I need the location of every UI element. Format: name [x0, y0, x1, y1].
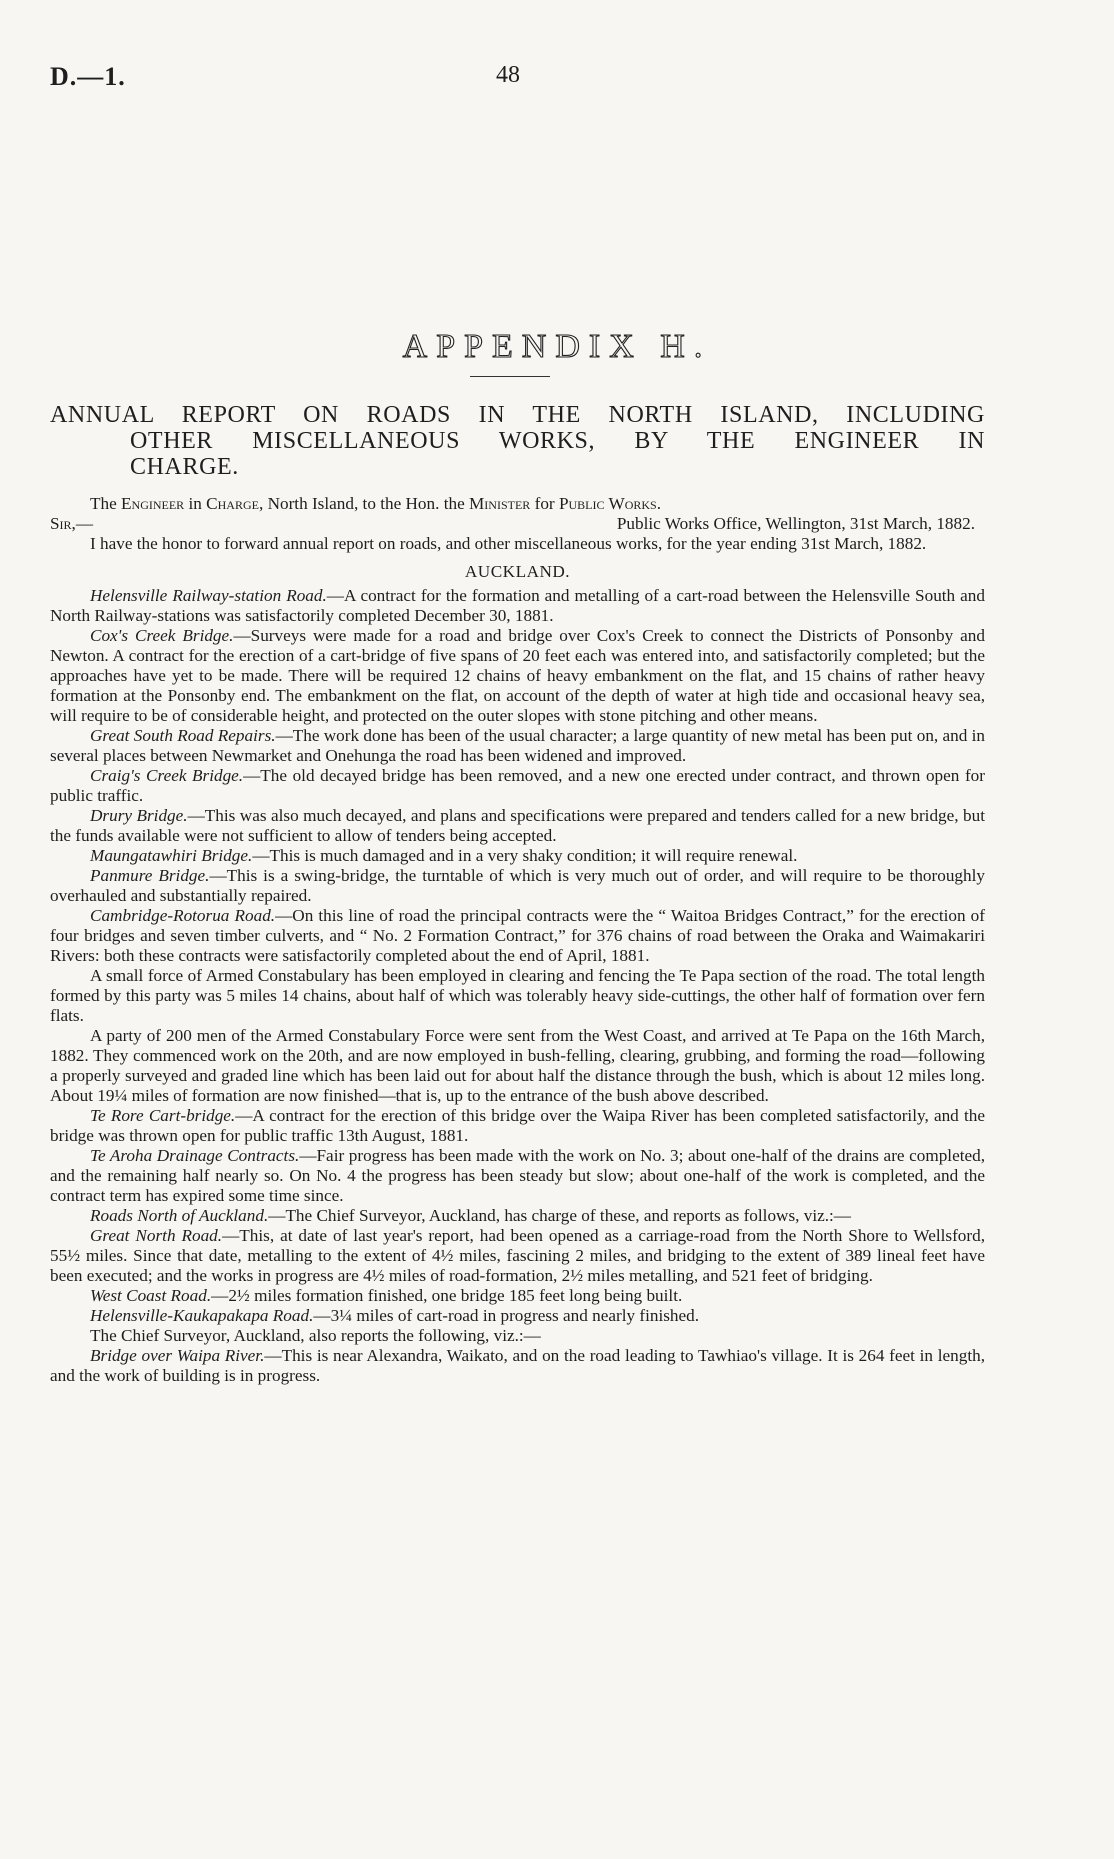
report-title-line-2: OTHER MISCELLANEOUS WORKS, BY THE ENGINEER IN — [130, 428, 985, 454]
paragraph-list — [50, 586, 985, 1386]
paragraph-text: A party of 200 men of the Armed Constabulary Force were sent from the West Coast, and arrived at Te Papa on the 16th March, 1882. They commenced work on the 20th, and are now employed in bush-felling, clearing, grubbing, and forming the road—following a properly surveyed and graded line which has been laid out for about half the distance through the bush, which is about 12 miles long. About 19¼ miles of formation are now finished—that is, up to the entrance of the bush above described. — [50, 1026, 985, 1105]
report-paragraph — [50, 1146, 985, 1206]
document-reference: D.—1. — [50, 62, 126, 91]
report-paragraph — [50, 1286, 985, 1306]
paragraph-title: Roads North of Auckland. — [90, 1206, 269, 1225]
paragraph-title: Panmure Bridge. — [90, 866, 210, 885]
paragraph-title: Bridge over Waipa River. — [90, 1346, 265, 1365]
paragraph-title: Cox's Creek Bridge. — [90, 626, 234, 645]
report-paragraph — [50, 1026, 985, 1106]
paragraph-title: Drury Bridge. — [90, 806, 188, 825]
address-text: Engineer — [121, 494, 185, 513]
report-paragraph — [50, 906, 985, 966]
address-text: . — [656, 494, 662, 513]
report-title-line-1: ANNUAL REPORT ON ROADS IN THE NORTH ISLAND, INCLUDING — [50, 402, 985, 428]
address-text: in — [184, 494, 207, 513]
report-paragraph — [50, 766, 985, 806]
paragraph-text: —This is near Alexandra, Waikato, and on the road leading to Tawhiao's village. It is 264 feet in length, and the work of building is in progress. — [50, 1346, 985, 1385]
report-paragraph — [50, 1226, 985, 1286]
section-heading: AUCKLAND. — [464, 562, 571, 581]
paragraph-text: —Fair progress has been made with the work on No. 3; about one-half of the drains are completed, and the remaining half nearly so. On No. 4 the progress has been steady but slow; about one-half of the work is completed, and the contract term has expired some time since. — [50, 1146, 985, 1205]
report-paragraph — [50, 1106, 985, 1146]
paragraph-title: Te Aroha Drainage Contracts. — [90, 1146, 300, 1165]
paragraph-text: —On this line of road the principal contracts were the “ Waitoa Bridges Contract,” for the erection of four bridges and seven timber culverts, and “ No. 2 Formation Contract,” for 376 chains of road between the Oraka and Waimakariri Rivers: both these contracts were satisfactorily completed about the end of April, 1881. — [50, 906, 985, 965]
paragraph-text: —A contract for the erection of this bridge over the Waipa River has been completed satisfactorily, and the bridge was thrown open for public traffic 13th August, 1881. — [50, 1106, 985, 1145]
appendix-title: APPENDIX H. — [402, 328, 712, 365]
address-text: Public Works — [558, 494, 657, 513]
intro-paragraph: I have the honor to forward annual report on roads, and other miscellaneous works, for the year ending 31st March, 1882. — [90, 534, 927, 553]
paragraph-title: Great South Road Repairs. — [90, 726, 276, 745]
report-title — [50, 402, 985, 480]
report-paragraph — [50, 806, 985, 846]
dateline: Public Works Office, Wellington, 31st March, 1882. — [616, 514, 975, 533]
report-paragraph — [50, 1206, 985, 1226]
paragraph-title: Maungatawhiri Bridge. — [90, 846, 253, 865]
paragraph-text: —This was also much decayed, and plans and specifications were prepared and tenders called for a new bridge, but the funds available were not sufficient to allow of tenders being accepted. — [50, 806, 985, 845]
paragraph-text: —Surveys were made for a road and bridge over Cox's Creek to connect the Districts of Ponsonby and Newton. A contract for the erection of a cart-bridge of five spans of 20 feet each was entered into, and satisfactorily completed; but the approaches have yet to be made. There will be required 12 chains of heavy embankment on the flat, and 15 chains of rather heavy formation at the Ponsonby end. The embankment on the flat, on account of the depth of water at high tide and occasional heavy sea, will require to be of considerable height, and protected on the outer slopes with stone pitching and other means. — [50, 626, 985, 725]
paragraph-text: —This is a swing-bridge, the turntable of which is very much out of order, and will require to be thoroughly overhauled and substantially repaired. — [50, 866, 985, 905]
address-text: Charge — [206, 494, 259, 513]
address-text: , North Island, to the Hon. the — [258, 494, 470, 513]
page-number: 48 — [496, 62, 520, 88]
report-paragraph — [50, 846, 985, 866]
report-paragraph — [50, 966, 985, 1026]
address-text: Minister — [469, 494, 531, 513]
paragraph-text: —This, at date of last year's report, had been opened as a carriage-road from the North Shore to Wellsford, 55½ miles. Since that date, metalling to the extent of 4½ miles, fascining 2 miles, and bridging to the extent of 389 lineal feet have been executed; and the works in progress are 4½ miles of road-formation, 2½ miles metalling, and 521 feet of bridging. — [50, 1226, 985, 1285]
paragraph-title: Great North Road. — [90, 1226, 223, 1245]
paragraph-title: Te Rore Cart-bridge. — [90, 1106, 236, 1125]
paragraph-text: —This is much damaged and in a very shaky condition; it will require renewal. — [252, 846, 798, 865]
report-paragraph — [50, 1346, 985, 1386]
report-title-line-3: CHARGE. — [130, 454, 239, 480]
title-rule — [470, 376, 550, 377]
report-paragraph — [50, 866, 985, 906]
paragraph-text: —The Chief Surveyor, Auckland, has charge of these, and reports as follows, viz.:— — [268, 1206, 851, 1225]
paragraph-title: Helensville-Kaukapakapa Road. — [90, 1306, 314, 1325]
paragraph-text: —A contract for the formation and metalling of a cart-road between the Helensville South and North Railway-stations was satisfactorily completed December 30, 1881. — [50, 586, 985, 625]
paragraph-title: West Coast Road. — [90, 1286, 212, 1305]
paragraph-text: A small force of Armed Constabulary has been employed in clearing and fencing the Te Papa section of the road. The total length formed by this party was 5 miles 14 chains, about half of which was tolerably heavy side-cuttings, the other half of formation over fern flats. — [50, 966, 985, 1025]
report-paragraph — [50, 626, 985, 726]
paragraph-title: Helensville Railway-station Road. — [90, 586, 327, 605]
salutation: Sir,— — [50, 514, 94, 533]
report-body — [50, 494, 985, 1386]
report-paragraph — [50, 726, 985, 766]
paragraph-text: —The old decayed bridge has been removed, and a new one erected under contract, and thrown open for public traffic. — [50, 766, 985, 805]
address-line — [50, 494, 985, 514]
paragraph-text: The Chief Surveyor, Auckland, also reports the following, viz.:— — [90, 1326, 541, 1345]
paragraph-text: —The work done has been of the usual character; a large quantity of new metal has been put on, and in several places between Newmarket and Onehunga the road has been widened and improved. — [50, 726, 985, 765]
paragraph-text: —3¼ miles of cart-road in progress and nearly finished. — [313, 1306, 700, 1325]
address-text: for — [530, 494, 559, 513]
paragraph-text: —2½ miles formation finished, one bridge 185 feet long being built. — [211, 1286, 683, 1305]
address-text: The — [90, 494, 122, 513]
salutation-line — [50, 514, 985, 534]
report-paragraph — [50, 586, 985, 626]
paragraph-title: Cambridge-Rotorua Road. — [90, 906, 276, 925]
report-paragraph — [50, 1306, 985, 1326]
report-paragraph — [50, 1326, 985, 1346]
paragraph-title: Craig's Creek Bridge. — [90, 766, 244, 785]
